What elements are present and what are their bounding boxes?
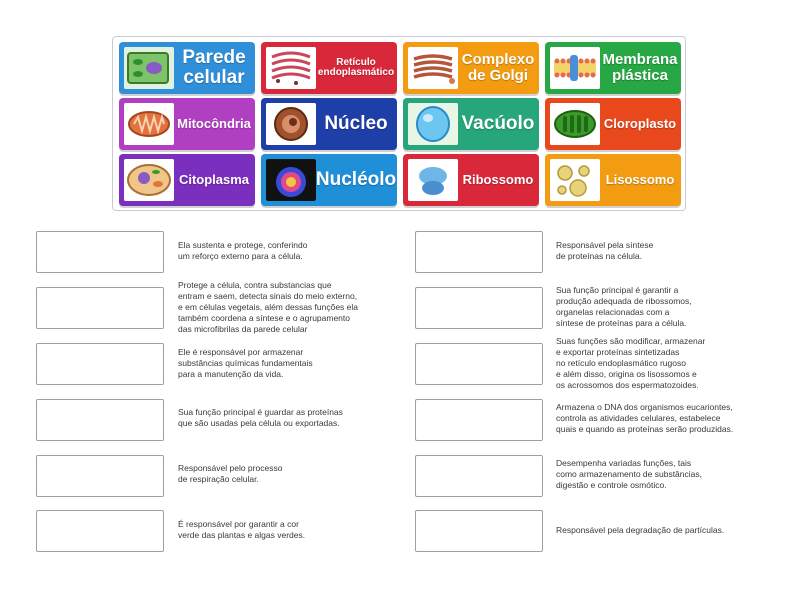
drop-box-right-3[interactable] xyxy=(415,343,543,385)
drop-box-right-4[interactable] xyxy=(415,399,543,441)
endoplasmic-reticulum-icon xyxy=(266,47,316,89)
chloroplast-icon xyxy=(550,103,600,145)
tile-membrana-plastica[interactable] xyxy=(545,42,681,94)
tile-label: Nucléolo xyxy=(315,169,397,191)
tile-mitocondria[interactable] xyxy=(119,98,255,150)
description-left-1: Ela sustenta e protege, conferindo um reforço externo para a célula. xyxy=(178,240,308,261)
tile-reticulo-endoplasmatico[interactable] xyxy=(261,42,397,94)
tile-label: Cloroplasto xyxy=(603,116,677,132)
tile-label: Mitocôndria xyxy=(177,116,251,132)
drop-box-left-3[interactable] xyxy=(36,343,164,385)
description-left-5: Responsável pelo processo de respiração celular. xyxy=(178,463,283,484)
golgi-icon xyxy=(408,47,458,89)
mitochondria-icon xyxy=(124,103,174,145)
description-right-4: Armazena o DNA dos organismos eucariontes, controla as atividades celulares, estabelece quais e quando as proteínas serão produzidas. xyxy=(556,402,734,434)
description-left-4: Sua função principal é guardar as proteínas que são usadas pela célula ou exportadas. xyxy=(178,407,343,428)
drop-box-left-4[interactable] xyxy=(36,399,164,441)
drop-box-right-2[interactable] xyxy=(415,287,543,329)
nucleolus-icon xyxy=(266,159,316,201)
tile-parede-celular[interactable] xyxy=(119,42,255,94)
description-right-3: Suas funções são modificar, armazenar e exportar proteínas sintetizadas no retículo endoplasmático rugoso e além disso, origina os lisossomos e os acrossomos dos espermatozoides. xyxy=(556,336,706,390)
description-right-2: Sua função principal é garantir a produção adequada de ribossomos, organelas relacionadas com a síntese de proteínas para a célula. xyxy=(556,285,692,328)
tile-ribossomo[interactable] xyxy=(403,154,539,206)
description-left-6: É responsável por garantir a cor verde das plantas e algas verdes. xyxy=(178,519,306,540)
drop-box-right-5[interactable] xyxy=(415,455,543,497)
plant-cell-icon xyxy=(124,47,174,89)
tile-label: Retículo endoplasmático xyxy=(317,56,395,78)
drop-box-left-1[interactable] xyxy=(36,231,164,273)
description-right-1: Responsável pela síntese de proteínas na célula. xyxy=(556,240,654,261)
tile-cloroplasto[interactable] xyxy=(545,98,681,150)
description-left-2: Protege a célula, contra substancias que entram e saem, detecta sinais do meio externo, e em células vegetais, além dessas funções ela também coordena a síntese e o agrupamento das microfibrilas da parede celular xyxy=(178,280,359,334)
tile-label: Ribossomo xyxy=(462,172,534,188)
tile-label: Membrana plástica xyxy=(602,51,678,84)
tile-nucleolo[interactable] xyxy=(261,154,397,206)
drop-box-left-2[interactable] xyxy=(36,287,164,329)
ribosome-icon xyxy=(408,159,458,201)
tile-nucleo[interactable] xyxy=(261,98,397,150)
answer-bank xyxy=(112,36,686,211)
tile-label: Citoplasma xyxy=(178,172,250,188)
drop-box-right-1[interactable] xyxy=(415,231,543,273)
lysosome-icon xyxy=(550,159,600,201)
vacuole-icon xyxy=(408,103,458,145)
tile-label: Complexo de Golgi xyxy=(461,51,535,84)
description-right-5: Desempenha variadas funções, tais como armazenamento de substâncias, digestão e controle osmótico. xyxy=(556,458,702,490)
description-left-3: Ele é responsável por armazenar substâncias químicas fundamentais para a manutenção da vida. xyxy=(178,347,313,379)
tile-vacuolo[interactable] xyxy=(403,98,539,150)
nucleus-icon xyxy=(266,103,316,145)
membrane-icon xyxy=(550,47,600,89)
tile-citoplasma[interactable] xyxy=(119,154,255,206)
tile-label: Vacúolo xyxy=(461,113,535,135)
cytoplasm-icon xyxy=(124,159,174,201)
drop-box-left-5[interactable] xyxy=(36,455,164,497)
description-right-6: Responsável pela degradação de partículas. xyxy=(556,525,725,535)
tile-label: Núcleo xyxy=(324,113,388,135)
tile-lisossomo[interactable] xyxy=(545,154,681,206)
tile-label: Lisossomo xyxy=(605,172,675,188)
drop-box-right-6[interactable] xyxy=(415,510,543,552)
drop-box-left-6[interactable] xyxy=(36,510,164,552)
tile-label: Parede celular xyxy=(182,47,246,88)
tile-complexo-de-golgi[interactable] xyxy=(403,42,539,94)
